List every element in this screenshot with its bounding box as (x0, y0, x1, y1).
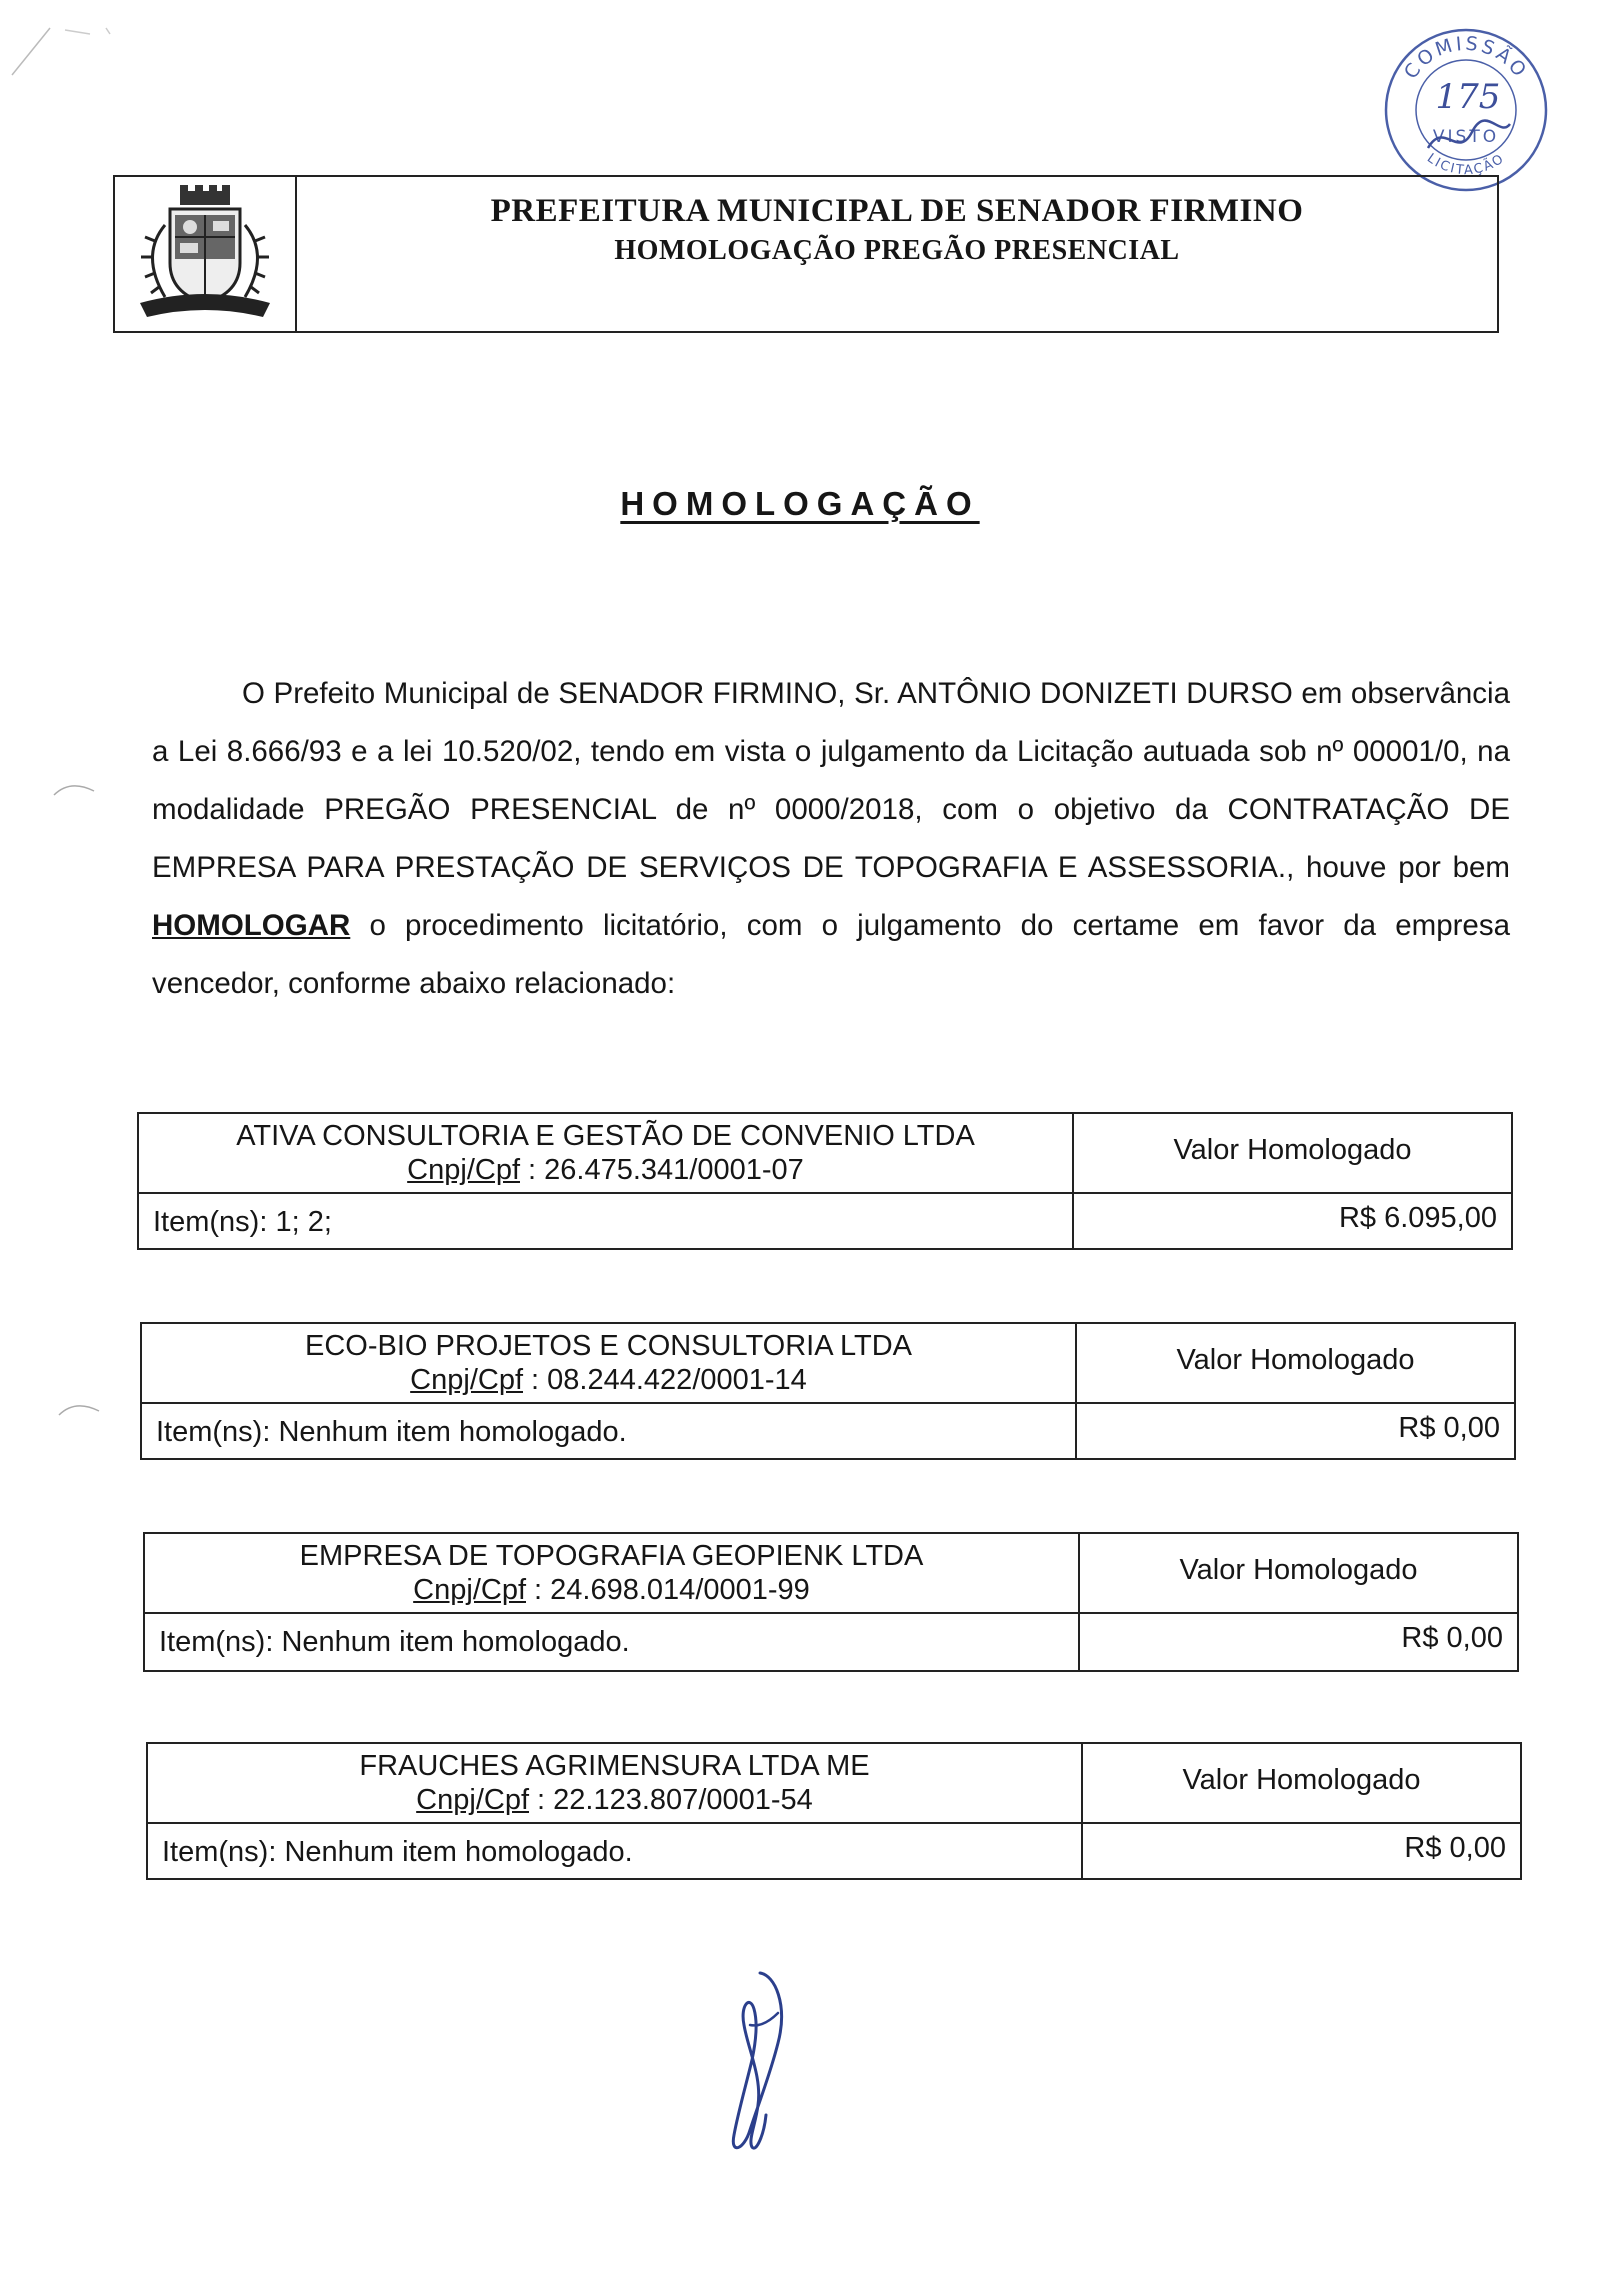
value-amount: R$ 6.095,00 (1338, 1202, 1497, 1234)
items-text: Item(ns): Nenhum item homologado. (159, 1626, 630, 1658)
handwritten-signature-icon (700, 1965, 820, 2165)
result-table (146, 1742, 1522, 1880)
cnpj-label: Cnpj/Cpf (410, 1364, 523, 1396)
value-amount: R$ 0,00 (1398, 1412, 1500, 1444)
table-divider (148, 1822, 1520, 1824)
cnpj-label: Cnpj/Cpf (416, 1784, 529, 1816)
cnpj-value: : 22.123.807/0001-54 (529, 1784, 813, 1816)
result-table (143, 1532, 1519, 1672)
stamp-middle-text: VISTO (1432, 127, 1500, 147)
company-cnpj (142, 1362, 1075, 1398)
company-cnpj (148, 1782, 1081, 1818)
value-label: Valor Homologado (1176, 1344, 1415, 1376)
cnpj-value: : 24.698.014/0001-99 (526, 1574, 810, 1606)
stamp-seal-icon (1376, 20, 1556, 200)
commission-stamp (1376, 20, 1556, 200)
stamp-number: 175 (1435, 77, 1501, 117)
items-text: Item(ns): Nenhum item homologado. (156, 1416, 627, 1448)
company-name: EMPRESA DE TOPOGRAFIA GEOPIENK LTDA (299, 1540, 924, 1572)
paragraph-bold-homologar: HOMOLOGAR (152, 909, 351, 942)
municipal-coat-of-arms-icon (125, 185, 285, 323)
scan-mark-left-2 (55, 1395, 115, 1425)
paragraph-text-start: O Prefeito Municipal de SENADOR FIRMINO, Sr. ANTÔNIO DONIZETI DURSO em observância a Lei 8.666/93 e a lei 10.520/02, tendo em vista o julgamento da Licitação autuada sob nº 00001/0, na modalidade PREGÃO PRESENCIAL de nº 0000/2018, com o objetivo da CONTRATAÇÃO DE EMPRESA PARA PRESTAÇÃO DE SERVIÇOS DE TOPOGRAFIA E ASSESSORIA., houve por bem (152, 677, 1510, 884)
result-table (140, 1322, 1516, 1460)
cnpj-label: Cnpj/Cpf (407, 1154, 520, 1186)
value-label: Valor Homologado (1182, 1764, 1421, 1796)
header-subtitle: HOMOLOGAÇÃO PREGÃO PRESENCIAL (614, 235, 1180, 266)
items-text: Item(ns): Nenhum item homologado. (162, 1836, 633, 1868)
value-amount: R$ 0,00 (1401, 1622, 1503, 1654)
table-divider (139, 1192, 1511, 1194)
heading-text: HOMOLOGAÇÃO (620, 485, 980, 522)
result-table (137, 1112, 1513, 1250)
paragraph-text-end: o procedimento licitatório, com o julgamento do certame em favor da empresa vencedor, conforme abaixo relacionado: (152, 909, 1510, 1000)
cnpj-value: : 26.475.341/0001-07 (520, 1154, 804, 1186)
cnpj-label: Cnpj/Cpf (413, 1574, 526, 1606)
cnpj-value: : 08.244.422/0001-14 (523, 1364, 807, 1396)
mayor-signature (700, 1965, 820, 2165)
table-divider (142, 1402, 1514, 1404)
value-label: Valor Homologado (1179, 1554, 1418, 1586)
company-name: ECO-BIO PROJETOS E CONSULTORIA LTDA (305, 1330, 912, 1362)
scan-mark-top-left (10, 20, 130, 80)
scan-mark-left-1 (50, 775, 110, 805)
company-name: FRAUCHES AGRIMENSURA LTDA ME (359, 1750, 870, 1782)
document-header (113, 175, 1499, 333)
table-divider (145, 1612, 1517, 1614)
homologation-paragraph (152, 665, 1510, 1013)
crest-cell (115, 177, 297, 331)
value-label: Valor Homologado (1173, 1134, 1412, 1166)
header-titles (297, 177, 1497, 331)
company-cnpj (139, 1152, 1072, 1188)
company-name: ATIVA CONSULTORIA E GESTÃO DE CONVENIO LTDA (236, 1120, 975, 1152)
header-title: PREFEITURA MUNICIPAL DE SENADOR FIRMINO (490, 193, 1304, 229)
document-heading (0, 485, 1600, 523)
value-amount: R$ 0,00 (1404, 1832, 1506, 1864)
stamp-top-text: COMISSÃO (1399, 32, 1533, 84)
company-cnpj (145, 1572, 1078, 1608)
stamp-bottom-text: LICITAÇÃO (1424, 150, 1508, 179)
items-text: Item(ns): 1; 2; (153, 1206, 332, 1238)
svg-text:COMISSÃO (1400, 33, 1532, 83)
